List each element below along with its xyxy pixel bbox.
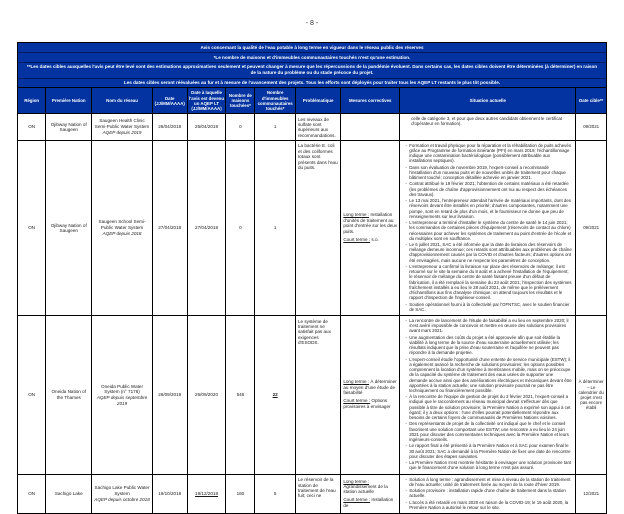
homes-affected-cell: 0 <box>226 114 255 141</box>
lt-advisory-date-cell: 26/04/2019 <box>187 114 226 141</box>
target-date-cell: À déterminer – Le calendrier du projet n'est pas encore établi <box>576 316 607 475</box>
measures-cell: Long terme : Agrandissement de la station actuelle Court terme : Installation de <box>341 474 400 514</box>
situation-cell: - La rencontre de lancement de l'étude de faisabilité a eu lieu en septembre 2020; il s'est avéré impossible de concevoir et mettre en œuvre des solutions provisoires avant mars 2021. - Une augmentation des coûts du projet a été approuvée afin que soit établie la viabilité à long terme de la source d'eau souterraine actuellement utilisée; les résultats indiquent que la prise d'eau souterraine et l'aquifère ne peuvent pas répondre à la demande projetée. - L'expert-conseil étudie l'opportunité d'une entente de service municipale (ESTW); il a également avancé la recherche de solutions provisoires; les options possibles comprennent la location d'un système à membranes mobile, mais on se préoccupe de la capacité du système de traitement des eaux usées de supporter une demande accrue ainsi que des améliorations électriques et mécaniques devant être apportées à la station actuelle; une solution provisoire pourrait ne pas être techniquement ou financièrement possible. - À la rencontre de l'équipe de gestion de projet du 3 février 2021, l'expert-conseil a indiqué que le raccordement au réseau municipal devrait s'effectuer dès que possible à titre de solution provisoire; la Première Nation a exprimé son appui à cet égard; il y a deux options : l'une d'elles pourrait potentiellement répondre aux besoins de certains foyers de communautés de Premières Nations voisines. - Des représentants de projet de la collectivité ont indiqué que le chef et le conseil favorisent une solution comportant une ESTW; une rencontre a eu lieu le 24 juin 2021 pour discuter des commentaires techniques avec la Première Nation et leurs ingénieurs-conseils. - Le rapport final a été présenté à la Première Nation et à SAC pour examen final le 30 août 2021; SAC a demandé à la Première Nation de fixer une date de rencontre pour discuter des étapes suivantes. - La Première Nation s'est montrée hésitante à envisager une solution provisoire tant que le financement d'une solution à long terme n'est pas assuré. <box>400 316 576 475</box>
table-row <box>18 114 607 141</box>
advisory-date-cell: 19/10/2018 <box>152 474 187 514</box>
table-banner <box>18 43 607 88</box>
banner-title: Avis concernant la qualité de l'eau potable à long terme en vigueur dans le réseau public des réserves <box>200 44 424 50</box>
table-row <box>18 474 607 514</box>
lt-advisory-date-cell: 19/12/2018 <box>187 474 226 514</box>
column-header-region: Région <box>18 88 46 114</box>
banner-footnote-2: **Les dates cibles auxquelles l'avis peut être levé sont des estimations approximatives seulement et peuvent changer à mesure que les répercussions de la pandémie évoluent. Dans certains cas, les dates cibles doivent être déterminées (à déterminer) en raison de la nature du problème ou du stade précoce du projet. <box>18 62 606 78</box>
situation-cell: celle de catégorie 3, et pour que deux autres candidats obtiennent le certificat d'opérateur en formation). <box>400 114 576 141</box>
page-number: - 8 - <box>305 20 319 27</box>
region-cell: ON <box>18 316 46 475</box>
target-date-cell: 09/2021 <box>576 114 607 141</box>
buildings-affected-cell: 1 <box>255 114 296 141</box>
first-nation-cell: Ojibway Nation of Saugeen <box>46 114 92 141</box>
problem-cell: La bactérie E. coli et des coliformes totaux sont présents dans l'eau du puits. <box>295 140 340 315</box>
buildings-affected-cell: 22 <box>255 316 296 475</box>
column-header-buildings: Nombre d'immeubles communautaires touchés* <box>255 88 296 114</box>
lt-advisory-date-cell: 26/09/2020 <box>187 316 226 475</box>
region-cell: ON <box>18 474 46 514</box>
column-header-row <box>18 88 607 114</box>
homes-affected-cell: 0 <box>226 140 255 315</box>
region-cell: ON <box>18 114 46 141</box>
table-row <box>18 140 607 315</box>
situation-cell: - Solution à long terme : agrandissement et mise à niveau de la station de traitement de l'eau actuelle; unité de traitement livrée au moyen de la route d'hiver 2019. - Solution provisoire : installation rapide d'une chaîne de traitement dans la station actuelle. - L'accès a été retardé en mars 2020 en raison de la COVID-19; le 19 août 2020, la Première Nation a autorisé le retour sur le site. <box>400 474 576 514</box>
column-header-date: Date (JJ/MM/AAAA) <box>152 88 187 114</box>
banner-footnote-3: Les dates cibles seront réévaluées au fur et à mesure de l'avancement des projets. Tous les efforts sont déployés pour traiter tous les AQEP LT restants le plus tôt possible. <box>18 78 606 88</box>
target-date-cell: 12/2021 <box>576 474 607 514</box>
advisory-date-cell: 27/04/2018 <box>152 140 187 315</box>
region-cell: ON <box>18 140 46 315</box>
measures-cell <box>341 114 400 141</box>
problem-cell: Les niveaux de sulfate sont supérieurs aux recommandations. <box>295 114 340 141</box>
advisory-date-cell: 26/09/2019 <box>152 316 187 475</box>
advisories-table <box>17 42 607 514</box>
advisory-date-cell: 26/04/2019 <box>152 114 187 141</box>
network-cell: Saugeen School Semi-Public Water System AQEP depuis 2018 <box>92 140 153 315</box>
problem-cell: Le système de traitement ne satisfait pas aux exigences d'ESODS. <box>295 316 340 475</box>
network-cell: Sachigo Lake Public Water System AQEP depuis octobre 2018 <box>92 474 153 514</box>
homes-affected-cell: 546 <box>226 316 255 475</box>
buildings-affected-cell: 5 <box>255 474 296 514</box>
column-header-target-date: Date cible** <box>576 88 607 114</box>
homes-affected-cell: 160 <box>226 474 255 514</box>
table-body <box>18 114 607 514</box>
column-header-problem: Problématique <box>295 88 340 114</box>
network-cell: Oneida Public Water System (n° 7176) AQEP depuis septembre 2019 <box>92 316 153 475</box>
buildings-affected-cell: 1 <box>255 140 296 315</box>
banner-row <box>18 43 607 88</box>
table-row <box>18 316 607 475</box>
measures-cell: Long terme : Installation d'unités de traitement au point d'entrée sur les deux puits. Court terme : s.o. <box>341 140 400 315</box>
first-nation-cell: Sachigo Lake <box>46 474 92 514</box>
measures-cell: Long terme : À déterminer au moyen d'une étude de faisabilité Court terme : Options provisoires à envisager <box>341 316 400 475</box>
situation-cell: - Formation et travail physique pour la réparation et la réhabilitation de puits achevés grâce au Programme de formation itinérante (PFI) en mars 2019; l'échantillonnage indique une contamination bactériologique (possiblement attribuable aux installations septiques). - Dans son évaluation de novembre 2019, l'expert-conseil a recommandé l'installation d'un nouveau puits et de nouvelles unités de traitement pour chaque bâtiment touché; conception détaillée achevée en janvier 2021. - Contrat attribué le 19 février 2021; l'obtention de certains matériaux a été retardée (les problèmes de chaîne d'approvisionnement ont nui au respect des échéances des travaux). - Le 13 mai 2021, l'entrepreneur attendait l'arrivée de matériaux importants, dont des réservoirs devant être installés en priorité; d'autres composantes, notamment une pompe, sont en retard de plus d'un mois, et le fournisseur ne donne que peu de renseignements sur leur livraison. - L'entrepreneur a terminé d'installer le système du centre de santé le 14 juin 2021; les commandes de certaines pièces d'équipement (réservoirs de contact au chlore) nécessaires pour achever les systèmes de traitement au point d'entrée de l'école et du multiplex sont en souffrance. - Le 6 juillet 2021, SAC a été informée que la date de livraison des réservoirs de mélange demeure inconnue; ces retards sont attribuables aux problèmes de chaîne d'approvisionnement causés par la COVID et d'autres facteurs; d'autres options ont été envisagées, mais aucune ne respecte les paramètres de conception. - L'entrepreneur a confirmé la livraison sur place des réservoirs de mélange; il est retourné sur le site la semaine du 8 août et a achevé l'installation de l'équipement; le réservoir de mélange du centre de santé faisant preuve d'un défaut de fabrication, il a été remplacé la semaine du 23 août 2021; l'inspection des systèmes fraîchement installés a eu lieu le 28 août 2021, de même que le prélèvement d'échantillons aux fins d'analyse chimique; on attend toujours les résultats et le rapport d'inspection de l'ingénieur-conseil. - Soutien opérationnel fourni à la collectivité par l'OFNTSC, avec le soutien financier de SAC. <box>400 140 576 315</box>
first-nation-cell: Oneida Nation of the Thames <box>46 316 92 475</box>
column-header-network-name: Nom du réseau <box>92 88 153 114</box>
column-header-lt-date: Date à laquelle l'avis est devenu un AQEP LT (JJ/MM/AAAA) <box>187 88 226 114</box>
first-nation-cell: Ojibway Nation of Saugeen <box>46 140 92 315</box>
column-header-first-nation: Première Nation <box>46 88 92 114</box>
column-header-situation: Situation actuelle <box>400 88 576 114</box>
banner-footnote-1: *Le nombre de maisons et d'immeubles communautaires touchés n'est qu'une estimation. <box>18 52 606 62</box>
column-header-measures: Mesures correctives <box>341 88 400 114</box>
network-cell: Saugeen Health Clinic Semi-Public Water System AQEP depuis 2019 <box>92 114 153 141</box>
problem-cell: Le réservoir de la station de traitement de l'eau fuit; ceci ne <box>295 474 340 514</box>
column-header-homes: Nombre de maisons touchées* <box>226 88 255 114</box>
advisories-table-container <box>17 42 607 514</box>
target-date-cell: 09/2021 <box>576 140 607 315</box>
lt-advisory-date-cell: 27/04/2018 <box>187 140 226 315</box>
